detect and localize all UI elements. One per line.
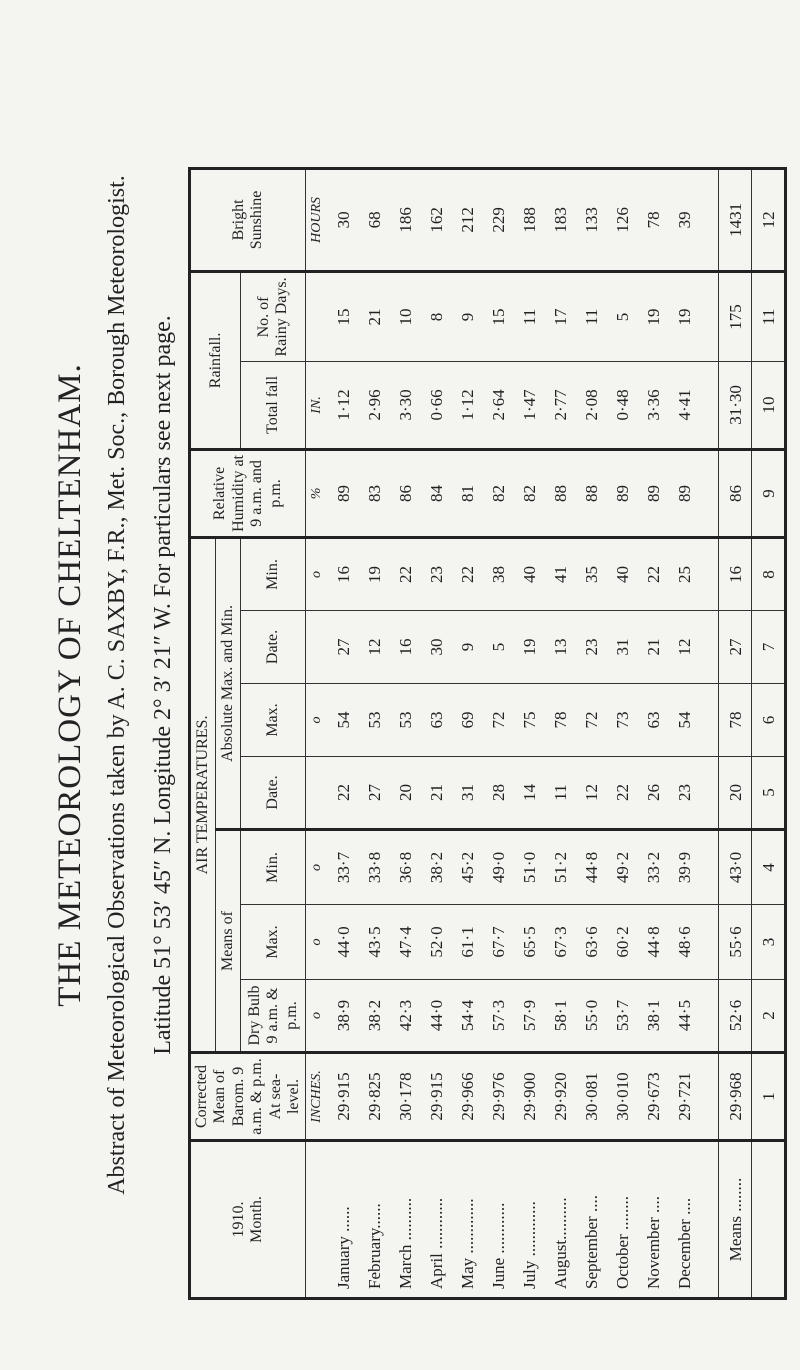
month-cell: December .... [669,1141,700,1299]
sunshine-cell: 162 [421,168,452,271]
unit-barometer: INCHES. [306,1053,329,1141]
month-header [190,1141,306,1299]
unit-dry-bulb: o [306,980,329,1053]
month-cell: March .......... [390,1141,421,1299]
col-num-date-max: 5 [752,757,786,830]
dry-bulb-header: Dry Bulb 9 a.m. & p.m. [241,980,306,1053]
dry-bulb-cell: 53·7 [607,980,638,1053]
humidity-cell: 83 [359,449,390,537]
date-max-header: Date. [241,757,306,830]
mean-min-cell: 51·0 [514,830,545,905]
date-max-cell: 22 [328,757,359,830]
col-num-humidity: 9 [752,449,786,537]
humidity-header: Relative Humidity at 9 a.m. and p.m. [190,449,306,537]
abs-max-cell: 54 [669,684,700,757]
means-abs-min: 16 [719,537,752,610]
document-title: THE METEOROLOGY OF CHELTENHAM. [52,363,88,1007]
humidity-cell: 88 [576,449,607,537]
abs-max-cell: 63 [421,684,452,757]
rainy-days-cell: 15 [483,271,514,361]
means-label: Means ........ [719,1141,752,1299]
barometer-cell: 29·915 [328,1053,359,1141]
means-of-header: Means of [216,830,241,1053]
humidity-cell: 89 [328,449,359,537]
rainy-days-header: No. of Rainy Days. [241,271,306,361]
dry-bulb-cell: 44·5 [669,980,700,1053]
sunshine-header: Bright Sunshine [190,168,306,271]
date-max-cell: 31 [452,757,483,830]
means-total-fall: 31·30 [719,361,752,449]
rainy-days-cell: 19 [669,271,700,361]
sunshine-cell: 39 [669,168,700,271]
date-max-cell: 14 [514,757,545,830]
total-fall-cell: 2·77 [545,361,576,449]
col-num-rainy-days: 11 [752,271,786,361]
total-fall-cell: 1·12 [452,361,483,449]
abs-max-cell: 72 [483,684,514,757]
means-rainy-days: 175 [719,271,752,361]
month-cell: June ............ [483,1141,514,1299]
absolute-header: Absolute Max. and Min. [216,537,241,829]
humidity-cell: 82 [514,449,545,537]
table-row [359,168,390,1298]
date-max-cell: 26 [638,757,669,830]
total-fall-header: Total fall [241,361,306,449]
humidity-cell: 86 [390,449,421,537]
rainy-days-cell: 21 [359,271,390,361]
col-num-date-min: 7 [752,611,786,684]
humidity-cell: 89 [607,449,638,537]
abs-min-cell: 22 [638,537,669,610]
sunshine-cell: 126 [607,168,638,271]
date-min-cell: 9 [452,611,483,684]
barometer-cell: 29·673 [638,1053,669,1141]
abs-max-cell: 53 [390,684,421,757]
abs-max-cell: 54 [328,684,359,757]
mean-max-cell: 44·8 [638,905,669,980]
mean-min-cell: 45·2 [452,830,483,905]
unit-max: o [306,905,329,980]
location-line: Latitude 51° 53′ 45″ N. Longitude 2° 3′ 21″ W. For particulars see next page. [150,315,176,1055]
date-max-cell: 22 [607,757,638,830]
means-date-max: 20 [719,757,752,830]
humidity-cell: 81 [452,449,483,537]
unit-sunshine: HOURS [306,168,329,271]
month-cell: October ........ [607,1141,638,1299]
unit-abs-max: o [306,684,329,757]
date-min-cell: 30 [421,611,452,684]
humidity-cell: 89 [669,449,700,537]
rainy-days-cell: 5 [607,271,638,361]
units-row [306,168,329,1298]
total-fall-cell: 4·41 [669,361,700,449]
date-min-cell: 13 [545,611,576,684]
rainy-days-cell: 8 [421,271,452,361]
date-max-cell: 12 [576,757,607,830]
sunshine-cell: 188 [514,168,545,271]
table-row [607,168,638,1298]
table-body [306,168,701,1298]
mean-max-cell: 61·1 [452,905,483,980]
rainy-days-cell: 15 [328,271,359,361]
sunshine-cell: 229 [483,168,514,271]
mean-max-cell: 65·5 [514,905,545,980]
unit-humidity: % [306,449,329,537]
dry-bulb-cell: 38·9 [328,980,359,1053]
rainy-days-cell: 10 [390,271,421,361]
month-cell: August.......... [545,1141,576,1299]
barometer-cell: 30·178 [390,1053,421,1141]
total-fall-cell: 2·96 [359,361,390,449]
sunshine-cell: 183 [545,168,576,271]
mean-min-cell: 38·2 [421,830,452,905]
abs-max-cell: 69 [452,684,483,757]
rainy-days-cell: 11 [514,271,545,361]
month-cell: January ...... [328,1141,359,1299]
month-cell: May ............. [452,1141,483,1299]
table-row [390,168,421,1298]
mean-min-cell: 49·2 [607,830,638,905]
mean-max-cell: 67·3 [545,905,576,980]
air-temperatures-header: AIR TEMPERATURES. [190,537,216,1052]
barometer-cell: 29·915 [421,1053,452,1141]
abs-max-cell: 75 [514,684,545,757]
table-row [421,168,452,1298]
sunshine-cell: 78 [638,168,669,271]
total-fall-cell: 0·48 [607,361,638,449]
humidity-cell: 82 [483,449,514,537]
col-num-barometer: 1 [752,1053,786,1141]
date-min-cell: 27 [328,611,359,684]
month-cell: September .... [576,1141,607,1299]
barometer-cell: 30·081 [576,1053,607,1141]
col-num-max: 3 [752,905,786,980]
dry-bulb-cell: 42·3 [390,980,421,1053]
barometer-cell: 29·976 [483,1053,514,1141]
unit-total-fall: IN. [306,361,329,449]
date-min-header: Date. [241,611,306,684]
means-abs-max: 78 [719,684,752,757]
means-max-header: Max. [241,905,306,980]
observations-table [188,167,787,1300]
abs-min-cell: 40 [607,537,638,610]
table-row [328,168,359,1298]
mean-min-cell: 44·8 [576,830,607,905]
spacer-row [700,168,719,1298]
abs-max-cell: 73 [607,684,638,757]
abs-min-cell: 25 [669,537,700,610]
table-row [545,168,576,1298]
date-max-cell: 20 [390,757,421,830]
humidity-cell: 84 [421,449,452,537]
sunshine-cell: 68 [359,168,390,271]
month-cell: February...... [359,1141,390,1299]
abs-min-cell: 19 [359,537,390,610]
mean-min-cell: 33·8 [359,830,390,905]
sunshine-cell: 186 [390,168,421,271]
date-min-cell: 21 [638,611,669,684]
col-num-abs-max: 6 [752,684,786,757]
col-num-min: 4 [752,830,786,905]
humidity-cell: 88 [545,449,576,537]
means-min-header: Min. [241,830,306,905]
barometer-cell: 30·010 [607,1053,638,1141]
abs-max-header: Max. [241,684,306,757]
col-num-total-fall: 10 [752,361,786,449]
abs-min-cell: 35 [576,537,607,610]
abs-max-cell: 78 [545,684,576,757]
mean-max-cell: 47·4 [390,905,421,980]
mean-max-cell: 63·6 [576,905,607,980]
month-cell: July ............. [514,1141,545,1299]
mean-max-cell: 52·0 [421,905,452,980]
table-row [452,168,483,1298]
total-fall-cell: 0·66 [421,361,452,449]
mean-min-cell: 39·9 [669,830,700,905]
mean-max-cell: 43·5 [359,905,390,980]
mean-min-cell: 33·2 [638,830,669,905]
month-label: Month. [248,1196,266,1243]
rainfall-header: Rainfall. [190,271,241,449]
mean-min-cell: 49·0 [483,830,514,905]
rainy-days-cell: 11 [576,271,607,361]
total-fall-cell: 2·64 [483,361,514,449]
total-fall-cell: 3·30 [390,361,421,449]
means-max: 55·6 [719,905,752,980]
dry-bulb-cell: 57·9 [514,980,545,1053]
date-min-cell: 16 [390,611,421,684]
table-row [638,168,669,1298]
barometer-cell: 29·825 [359,1053,390,1141]
date-min-cell: 31 [607,611,638,684]
table-row [483,168,514,1298]
dry-bulb-cell: 38·2 [359,980,390,1053]
table-row [514,168,545,1298]
rainy-days-cell: 17 [545,271,576,361]
abs-min-cell: 23 [421,537,452,610]
rainy-days-cell: 9 [452,271,483,361]
barometer-cell: 29·920 [545,1053,576,1141]
mean-min-cell: 33·7 [328,830,359,905]
dry-bulb-cell: 44·0 [421,980,452,1053]
month-cell: April ............ [421,1141,452,1299]
sunshine-cell: 212 [452,168,483,271]
means-min: 43·0 [719,830,752,905]
sunshine-cell: 30 [328,168,359,271]
col-num-dry-bulb: 2 [752,980,786,1053]
total-fall-cell: 2·08 [576,361,607,449]
humidity-cell: 89 [638,449,669,537]
total-fall-cell: 1·12 [328,361,359,449]
year-label: 1910. [229,1201,247,1238]
mean-min-cell: 36·8 [390,830,421,905]
unit-min: o [306,830,329,905]
means-dry-bulb: 52·6 [719,980,752,1053]
means-date-min: 27 [719,611,752,684]
table-row [576,168,607,1298]
date-max-cell: 11 [545,757,576,830]
barometer-cell: 29·900 [514,1053,545,1141]
barometer-cell: 29·966 [452,1053,483,1141]
abs-min-header: Min. [241,537,306,610]
date-max-cell: 21 [421,757,452,830]
barometer-cell: 29·721 [669,1053,700,1141]
mean-max-cell: 48·6 [669,905,700,980]
dry-bulb-cell: 57·3 [483,980,514,1053]
sunshine-cell: 133 [576,168,607,271]
dry-bulb-cell: 54·4 [452,980,483,1053]
means-row [719,168,752,1298]
mean-max-cell: 44·0 [328,905,359,980]
dry-bulb-cell: 58·1 [545,980,576,1053]
date-max-cell: 23 [669,757,700,830]
total-fall-cell: 1·47 [514,361,545,449]
date-max-cell: 28 [483,757,514,830]
abs-min-cell: 16 [328,537,359,610]
column-number-row [752,168,786,1298]
mean-min-cell: 51·2 [545,830,576,905]
col-num-abs-min: 8 [752,537,786,610]
barometer-header: Corrected Mean of Barom. 9 a.m. & p.m. At sea-level. [190,1053,306,1141]
abs-max-cell: 63 [638,684,669,757]
total-fall-cell: 3·36 [638,361,669,449]
table-row [669,168,700,1298]
month-cell: November .... [638,1141,669,1299]
mean-max-cell: 60·2 [607,905,638,980]
date-min-cell: 23 [576,611,607,684]
unit-abs-min: o [306,537,329,610]
col-num-sunshine: 12 [752,168,786,271]
abs-max-cell: 72 [576,684,607,757]
abs-min-cell: 40 [514,537,545,610]
abs-max-cell: 53 [359,684,390,757]
means-sunshine: 1431 [719,168,752,271]
abs-min-cell: 22 [452,537,483,610]
date-min-cell: 12 [669,611,700,684]
rainy-days-cell: 19 [638,271,669,361]
date-min-cell: 19 [514,611,545,684]
dry-bulb-cell: 55·0 [576,980,607,1053]
abs-min-cell: 22 [390,537,421,610]
abs-min-cell: 41 [545,537,576,610]
dry-bulb-cell: 38·1 [638,980,669,1053]
means-barometer: 29·968 [719,1053,752,1141]
mean-max-cell: 67·7 [483,905,514,980]
document-subtitle: Abstract of Meteorological Observations taken by A. C. SAXBY, F.R., Met. Soc., Borough Meteorologist. [104,175,130,1195]
abs-min-cell: 38 [483,537,514,610]
date-max-cell: 27 [359,757,390,830]
means-humidity: 86 [719,449,752,537]
date-min-cell: 5 [483,611,514,684]
date-min-cell: 12 [359,611,390,684]
